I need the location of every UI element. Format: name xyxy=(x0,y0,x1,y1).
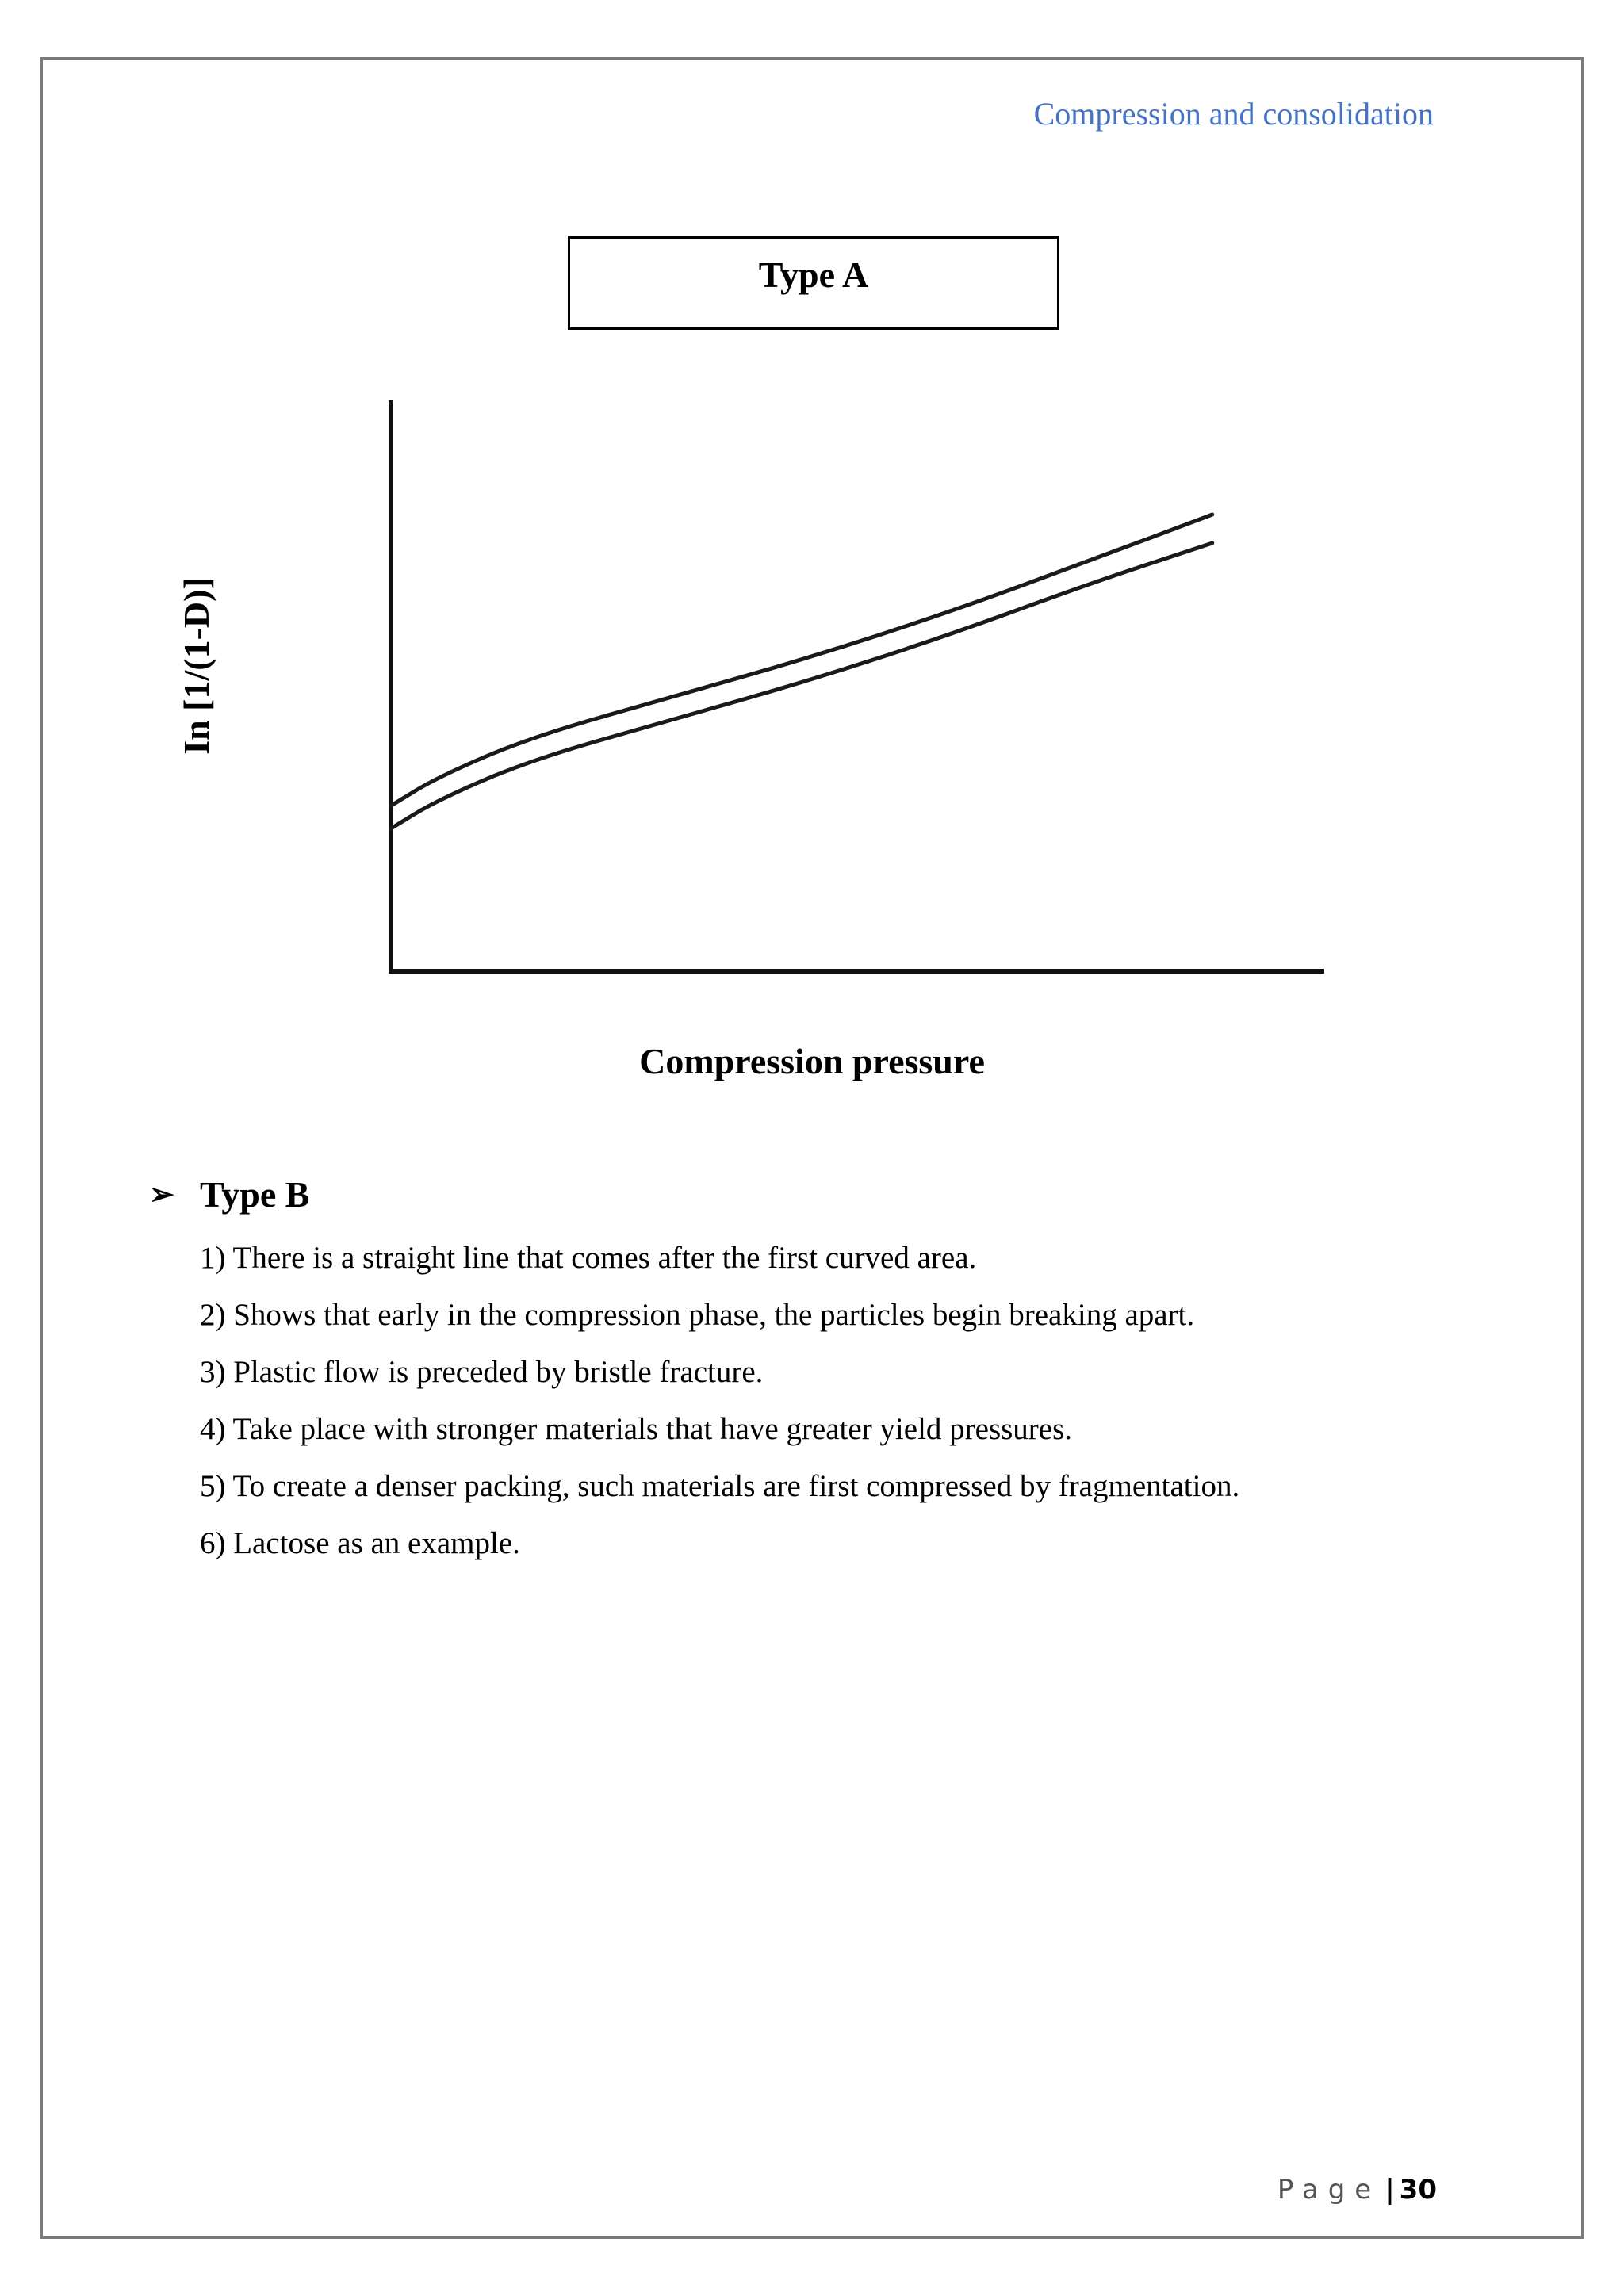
type-b-section xyxy=(149,1173,1497,1572)
section-heading xyxy=(149,1173,1497,1215)
y-axis-label: In [1/(1-D)] xyxy=(176,577,216,755)
section-title: Type B xyxy=(200,1174,310,1215)
list-item: 2) Shows that early in the compression phase, the particles begin breaking apart. xyxy=(200,1298,1195,1332)
figure-title-box: Type A xyxy=(568,236,1059,330)
page-separator: | xyxy=(1385,2174,1395,2206)
page-number: 30 xyxy=(1399,2174,1437,2206)
chart-svg xyxy=(238,381,1388,1110)
page-word: Page xyxy=(1277,2174,1381,2206)
list-item: 5) To create a denser packing, such materials are first compressed by fragmentation. xyxy=(200,1469,1240,1503)
series-line-2 xyxy=(391,543,1212,828)
type-a-chart xyxy=(238,381,1388,1110)
running-header: Compression and consolidation xyxy=(1033,96,1434,132)
page-footer xyxy=(1277,2174,1437,2206)
list-item: 6) Lactose as an example. xyxy=(200,1526,520,1560)
arrow-bullet-icon: ➢ xyxy=(149,1178,174,1211)
list-item: 3) Plastic flow is preceded by bristle fracture. xyxy=(200,1355,764,1389)
series-line-1 xyxy=(391,515,1212,806)
list-item: 1) There is a straight line that comes after the first curved area. xyxy=(200,1241,977,1275)
type-b-list xyxy=(200,1230,1497,1572)
x-axis-label: Compression pressure xyxy=(639,1041,985,1081)
list-item: 4) Take place with stronger materials that have greater yield pressures. xyxy=(200,1412,1073,1446)
